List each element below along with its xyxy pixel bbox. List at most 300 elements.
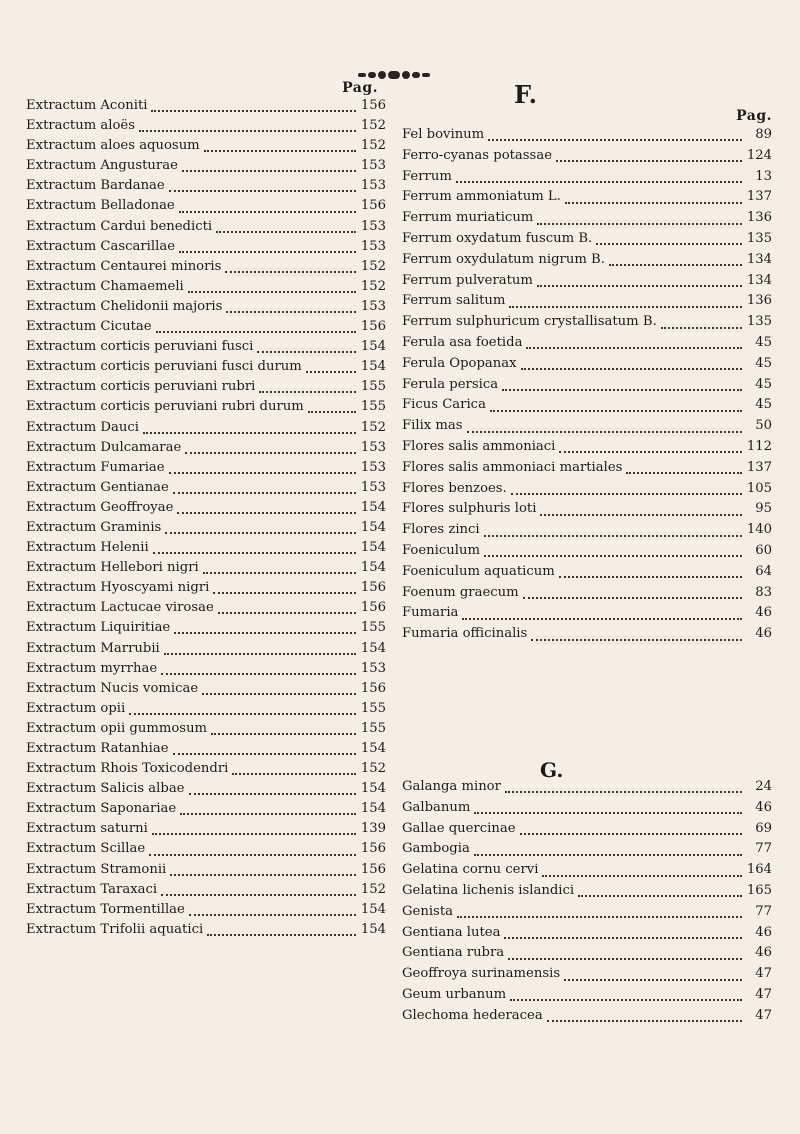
entry-term: Geum urbanum [402,986,507,1002]
index-entry [26,641,386,661]
dot-leader [526,347,742,349]
entry-term: Ferrum [402,168,452,184]
entry-term: Ferro-cyanas potassae [402,147,552,163]
left-index-list [26,98,386,942]
entry-term: Gelatina cornu cervi [402,862,539,878]
entry-term: Extractum Trifolii aquatici [26,921,204,937]
index-entry [26,420,386,440]
dot-leader [179,251,356,253]
entry-page-number: 154 [360,901,386,917]
index-entry [402,945,772,966]
entry-page-number: 124 [746,147,772,163]
entry-page-number: 154 [360,359,386,375]
entry-term: Extractum Helenii [26,540,149,556]
entry-term: Extractum Marrubii [26,640,160,656]
index-entry [26,399,386,419]
index-entry [26,219,386,239]
dot-leader [467,431,742,433]
dot-leader [531,639,742,641]
dot-leader [169,472,356,474]
dot-leader [509,306,742,308]
dot-leader [173,492,356,494]
entry-page-number: 156 [360,319,386,335]
entry-page-number: 135 [746,314,772,330]
dot-leader [232,773,356,775]
entry-page-number: 46 [755,626,772,642]
index-entry [402,231,772,252]
dot-leader [626,472,742,474]
entry-term: Extractum Cardui benedicti [26,218,213,234]
entry-page-number: 156 [360,600,386,616]
entry-page-number: 89 [755,127,772,142]
dot-leader [559,576,742,578]
entry-page-number: 139 [360,821,386,837]
entry-page-number: 137 [746,189,772,205]
index-entry [402,966,772,987]
dot-leader [149,854,356,856]
entry-term: Gambogia [402,841,470,857]
entry-term: Foeniculum [402,542,480,558]
entry-page-number: 154 [360,499,386,515]
dot-leader [161,673,356,675]
index-entry [402,841,772,862]
entry-page-number: 140 [746,522,772,538]
entry-page-number: 77 [755,903,772,919]
index-entry [26,239,386,259]
entry-term: Gelatina lichenis islandici [402,882,575,898]
entry-page-number: 77 [755,841,772,857]
dot-leader [609,264,742,266]
entry-page-number: 45 [755,376,772,392]
entry-page-number: 155 [360,379,386,395]
entry-term: Extractum opii [26,700,126,716]
dot-leader [511,493,742,495]
entry-term: Ferula persica [402,376,499,392]
entry-page-number: 105 [746,480,772,496]
index-entry [402,821,772,842]
dot-leader [474,854,742,856]
entry-term: Galanga minor [402,779,501,794]
index-entry [26,580,386,600]
dot-leader [306,371,356,373]
entry-page-number: 136 [746,293,772,309]
entry-page-number: 95 [755,501,772,517]
entry-term: Foeniculum aquaticum [402,563,555,579]
dot-leader [456,181,742,183]
entry-term: Ferrum sulphuricum crystallisatum B. [402,314,657,330]
entry-term: Ferula asa foetida [402,334,523,350]
index-entry [26,359,386,379]
entry-page-number: 45 [755,334,772,350]
entry-page-number: 46 [755,924,772,940]
page-column-header: Pag. [736,108,772,124]
entry-page-number: 47 [755,986,772,1002]
f-index-list [402,127,772,647]
dot-leader [211,733,356,735]
dot-leader [139,130,356,132]
entry-page-number: 46 [755,799,772,815]
entry-page-number: 155 [360,620,386,636]
entry-term: Filix mas [402,418,463,434]
entry-term: Flores zinci [402,522,480,538]
entry-term: Extractum Liquiritiae [26,620,171,636]
entry-term: Extractum opii gummosum [26,720,208,736]
entry-page-number: 83 [755,584,772,600]
index-entry [26,821,386,841]
entry-page-number: 137 [746,459,772,475]
entry-term: Ferrum salitum [402,293,506,309]
entry-page-number: 153 [360,459,386,475]
index-entry [402,356,772,377]
entry-page-number: 45 [755,355,772,371]
index-entry [26,379,386,399]
index-entry [402,626,772,647]
dot-leader [484,535,742,537]
entry-page-number: 154 [360,781,386,797]
entry-term: Genista [402,903,453,919]
dot-leader [523,597,742,599]
entry-page-number: 164 [746,862,772,878]
dot-leader [188,291,356,293]
index-entry [402,169,772,190]
entry-term: Extractum saturni [26,821,148,837]
dot-leader [508,958,742,960]
index-entry [402,252,772,273]
index-entry [26,259,386,279]
dot-leader [484,555,742,557]
entry-term: Ficus Carica [402,397,486,413]
index-entry [402,605,772,626]
dot-leader [204,150,356,152]
entry-term: Extractum corticis peruviani rubri durum [26,399,304,415]
dot-leader [661,327,742,329]
index-entry [402,883,772,904]
entry-term: Extractum Geoffroyae [26,499,174,515]
dot-leader [520,833,743,835]
dot-leader [490,410,742,412]
entry-page-number: 153 [360,298,386,314]
dot-leader [173,753,356,755]
entry-term: Extractum Angusturae [26,158,178,174]
entry-page-number: 152 [360,419,386,435]
dot-leader [457,916,742,918]
entry-page-number: 154 [360,540,386,556]
entry-term: Extractum Hellebori nigri [26,560,199,576]
dot-leader [565,202,742,204]
entry-term: Gentiana rubra [402,945,505,961]
entry-term: Extractum Gentianae [26,479,169,495]
index-entry [26,98,386,118]
entry-term: Ferrum pulveratum [402,272,533,288]
dot-leader [504,937,742,939]
dot-leader [143,432,356,434]
entry-term: Extractum Stramonii [26,861,167,877]
entry-term: Extractum myrrhae [26,660,158,676]
index-entry [26,460,386,480]
entry-page-number: 156 [360,841,386,857]
dot-leader [169,190,356,192]
entry-page-number: 165 [746,882,772,898]
index-entry [26,319,386,339]
entry-page-number: 112 [746,438,772,454]
index-entry [402,925,772,946]
entry-page-number: 153 [360,178,386,194]
dot-leader [502,389,742,391]
entry-term: Ferrum muriaticum [402,210,534,226]
entry-page-number: 24 [755,779,772,794]
entry-page-number: 154 [360,339,386,355]
dot-leader [185,452,356,454]
entry-term: Extractum Dulcamarae [26,439,182,455]
index-entry [26,480,386,500]
index-entry [26,279,386,299]
entry-term: Extractum Salicis albae [26,781,185,797]
index-entry [402,543,772,564]
index-entry [402,377,772,398]
g-index-list [402,779,772,1029]
dot-leader [213,592,356,594]
entry-term: Ferula Opopanax [402,355,517,371]
index-entry [402,293,772,314]
index-entry [402,800,772,821]
index-entry [402,987,772,1008]
entry-term: Ferrum oxydulatum nigrum B. [402,251,605,267]
entry-page-number: 154 [360,741,386,756]
entry-term: Fumaria officinalis [402,626,528,642]
entry-page-number: 45 [755,397,772,413]
entry-term: Extractum Rhois Toxicodendri [26,761,229,777]
index-entry [26,339,386,359]
index-entry [26,882,386,902]
dot-leader [129,713,356,715]
entry-term: Extractum Ratanhiae [26,741,169,756]
entry-term: Flores salis ammoniaci martiales [402,459,623,475]
entry-term: Ferrum ammoniatum L. [402,189,561,205]
page-column-header: Pag. [342,80,378,96]
entry-term: Extractum Dauci [26,419,139,435]
dot-leader [218,612,356,614]
entry-term: Gentiana lutea [402,924,501,940]
index-entry [26,801,386,821]
index-entry [402,481,772,502]
entry-page-number: 153 [360,218,386,234]
dot-leader [165,532,356,534]
entry-page-number: 153 [360,158,386,174]
entry-term: Extractum Bardanae [26,178,165,194]
entry-term: Extractum Centaurei minoris [26,258,222,274]
entry-term: Extractum corticis peruviani fusci durum [26,359,302,375]
index-entry [402,585,772,606]
index-entry [26,540,386,560]
index-entry [26,681,386,701]
dot-leader [547,1020,742,1022]
index-entry [26,560,386,580]
index-entry [402,273,772,294]
dot-leader [179,211,356,213]
entry-term: Extractum Graminis [26,519,162,535]
entry-page-number: 154 [360,640,386,656]
entry-term: Extractum Aconiti [26,98,148,113]
dot-leader [153,552,356,554]
entry-page-number: 152 [360,138,386,154]
index-entry [26,299,386,319]
dot-leader [559,451,742,453]
index-entry [402,127,772,148]
entry-term: Flores salis ammoniaci [402,438,556,454]
entry-term: Extractum corticis peruviani rubri [26,379,256,395]
dot-leader [474,812,742,814]
dot-leader [225,271,356,273]
entry-term: Extractum Hyoscyami nigri [26,580,210,596]
entry-page-number: 153 [360,238,386,254]
dot-leader [488,139,742,141]
entry-term: Geoffroya surinamensis [402,966,561,982]
section-letter-f: F. [514,80,537,109]
entry-page-number: 152 [360,761,386,777]
entry-page-number: 47 [755,1007,772,1023]
index-entry [402,148,772,169]
entry-page-number: 155 [360,399,386,415]
dot-leader [164,653,356,655]
index-entry [26,178,386,198]
index-entry [26,862,386,882]
dot-leader [259,391,356,393]
index-entry [26,781,386,801]
entry-page-number: 153 [360,479,386,495]
dot-leader [226,311,356,313]
entry-term: Flores sulphuris loti [402,501,537,517]
index-entry [26,520,386,540]
entry-page-number: 156 [360,680,386,696]
entry-page-number: 134 [746,272,772,288]
entry-term: Extractum Nucis vomicae [26,680,199,696]
index-entry [402,522,772,543]
dot-leader [556,160,742,162]
index-entry [402,189,772,210]
entry-page-number: 152 [360,258,386,274]
dot-leader [308,411,356,413]
entry-page-number: 155 [360,700,386,716]
entry-page-number: 135 [746,230,772,246]
dot-leader [542,875,742,877]
dot-leader [510,999,742,1001]
entry-term: Foenum graecum [402,584,519,600]
entry-term: Extractum Chamaemeli [26,278,184,294]
dot-leader [505,791,742,793]
index-entry [26,661,386,681]
index-entry [26,198,386,218]
entry-term: Extractum Scillae [26,841,146,857]
dot-leader [189,793,357,795]
index-entry [402,418,772,439]
entry-page-number: 64 [755,563,772,579]
dot-leader [151,110,356,112]
index-entry [26,841,386,861]
entry-page-number: 152 [360,881,386,897]
entry-term: Extractum Chelidonii majoris [26,298,223,314]
entry-term: Ferrum oxydatum fuscum B. [402,230,593,246]
dot-leader [578,895,742,897]
index-entry [402,779,772,800]
index-entry [26,741,386,761]
entry-page-number: 134 [746,251,772,267]
dot-leader [156,331,356,333]
entry-term: Extractum Lactucae virosae [26,600,214,616]
entry-page-number: 156 [360,580,386,596]
entry-term: Gallae quercinae [402,820,516,836]
entry-page-number: 155 [360,720,386,736]
entry-term: Extractum Taraxaci [26,881,158,897]
entry-term: Extractum Saponariae [26,801,177,817]
dot-leader [521,368,742,370]
entry-page-number: 154 [360,921,386,937]
entry-page-number: 156 [360,98,386,113]
dot-leader [177,512,356,514]
dot-leader [537,285,742,287]
index-entry [402,904,772,925]
entry-page-number: 60 [755,542,772,558]
entry-page-number: 156 [360,861,386,877]
entry-term: Flores benzoes. [402,480,507,496]
dot-leader [203,572,356,574]
index-entry [402,501,772,522]
entry-page-number: 136 [746,210,772,226]
entry-page-number: 13 [755,168,772,184]
dot-leader [180,813,356,815]
index-entry [402,210,772,231]
entry-page-number: 46 [755,945,772,961]
entry-page-number: 50 [755,418,772,434]
entry-page-number: 154 [360,519,386,535]
index-entry [402,1008,772,1029]
index-entry [26,701,386,721]
entry-page-number: 154 [360,560,386,576]
index-entry [402,335,772,356]
dot-leader [189,914,356,916]
index-entry [26,721,386,741]
entry-term: Extractum Belladonae [26,198,175,214]
entry-term: Extractum Cascarillae [26,238,175,254]
dot-leader [216,231,356,233]
entry-page-number: 153 [360,660,386,676]
dot-leader [257,351,356,353]
entry-term: Extractum aloës [26,118,135,134]
index-entry [26,620,386,640]
entry-page-number: 46 [755,605,772,621]
entry-term: Extractum corticis peruviani fusci [26,339,254,355]
dot-leader [596,243,742,245]
dot-leader [202,693,356,695]
dot-leader [462,618,742,620]
entry-page-number: 47 [755,966,772,982]
index-entry [402,397,772,418]
dot-leader [174,632,356,634]
dot-leader [152,833,356,835]
dot-leader [540,514,742,516]
entry-term: Extractum aloes aquosum [26,138,200,154]
dot-leader [207,934,356,936]
index-entry [402,439,772,460]
entry-page-number: 69 [755,820,772,836]
entry-term: Extractum Fumariae [26,459,165,475]
index-entry [402,314,772,335]
entry-page-number: 154 [360,801,386,817]
index-entry [402,564,772,585]
dot-leader [182,170,356,172]
index-entry [26,500,386,520]
dot-leader [170,874,356,876]
entry-page-number: 152 [360,278,386,294]
